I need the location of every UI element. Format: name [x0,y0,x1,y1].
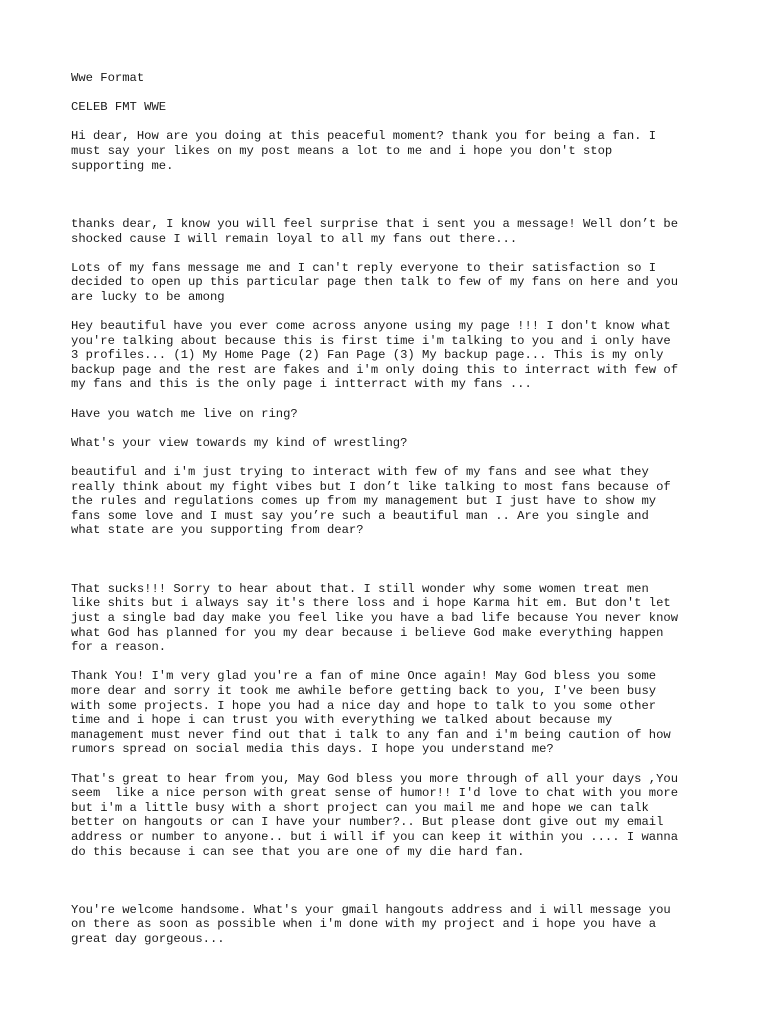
document-subtitle: CELEB FMT WWE [71,100,167,115]
paragraph-welcome: You're welcome handsome. What's your gmail hangouts address and i will message you on there as soon as possible when i'm done with my project and i hope you have a great day gorgeous... [71,902,671,947]
paragraph-fans: Lots of my fans message me and I can't reply everyone to their satisfaction so I decided to open up this particular page then talk to few of my fans on here and you are lucky to be among [71,260,679,304]
document-page [71,71,711,947]
paragraph-sucks: That sucks!!! Sorry to hear about that. I still wonder why some women treat men like shits but i always say it's there loss and i hope Karma hit em. But don't let just a single bad day make you feel like you have a bad life because You never know what God has planned for you my dear because i believe God make everything happen for a reason. [71,581,679,655]
paragraph-view: What's your view towards my kind of wrestling? [71,435,408,450]
paragraph-profiles: Hey beautiful have you ever come across anyone using my page !!! I don't know what you're talking about because this is first time i'm talking to you and i only have 3 profiles... (1) My Home Page (2) Fan Page (3) My backup page... This is my only backup page and the rest are fakes and i'm only doing this to interract with few of my fans and this is the only page i intterract with my fans ... [71,319,679,392]
paragraph-interact: beautiful and i'm just trying to interact with few of my fans and see what they really think about my fight vibes but I don’t like talking to most fans because of the rules and regulations comes up from my management but I just have to show my fans some love and I must say you’re such a beautiful man .. Are you single and what state are you supporting from dear? [71,465,671,538]
paragraph-watch-live: Have you watch me live on ring? [71,406,298,421]
paragraph-thanks: thanks dear, I know you will feel surprise that i sent you a message! Well don’t be shocked cause I will remain loyal to all my fans out there... [71,216,679,246]
paragraph-thank-you: Thank You! I'm very glad you're a fan of mine Once again! May God bless you some more dear and sorry it took me awhile before getting back to you, I've been busy with some projects. I hope you had a nice day and hope to talk to you some other time and i hope i can trust you with everything we talked about because my management must never find out that i talk to any fan and i'm being caution of how rumors spread on social media this days. I hope you understand me? [71,669,671,757]
document-title: Wwe Format [71,71,145,85]
paragraph-greeting: Hi dear, How are you doing at this peaceful moment? thank you for being a fan. I must say your likes on my post means a lot to me and i hope you don't stop supporting me. [71,129,657,173]
paragraph-great-to-hear: That's great to hear from you, May God bless you more through of all your days ,You seem like a nice person with great sense of humor!! I'd love to chat with you more but i'm a little busy with a short project can you mail me and hope we can talk better on hangouts or can I have your number?.. But please dont give out my email address or number to anyone.. but i will if you can keep it within you .... I wanna do this because i can see that you are one of my die hard fan. [71,771,679,859]
